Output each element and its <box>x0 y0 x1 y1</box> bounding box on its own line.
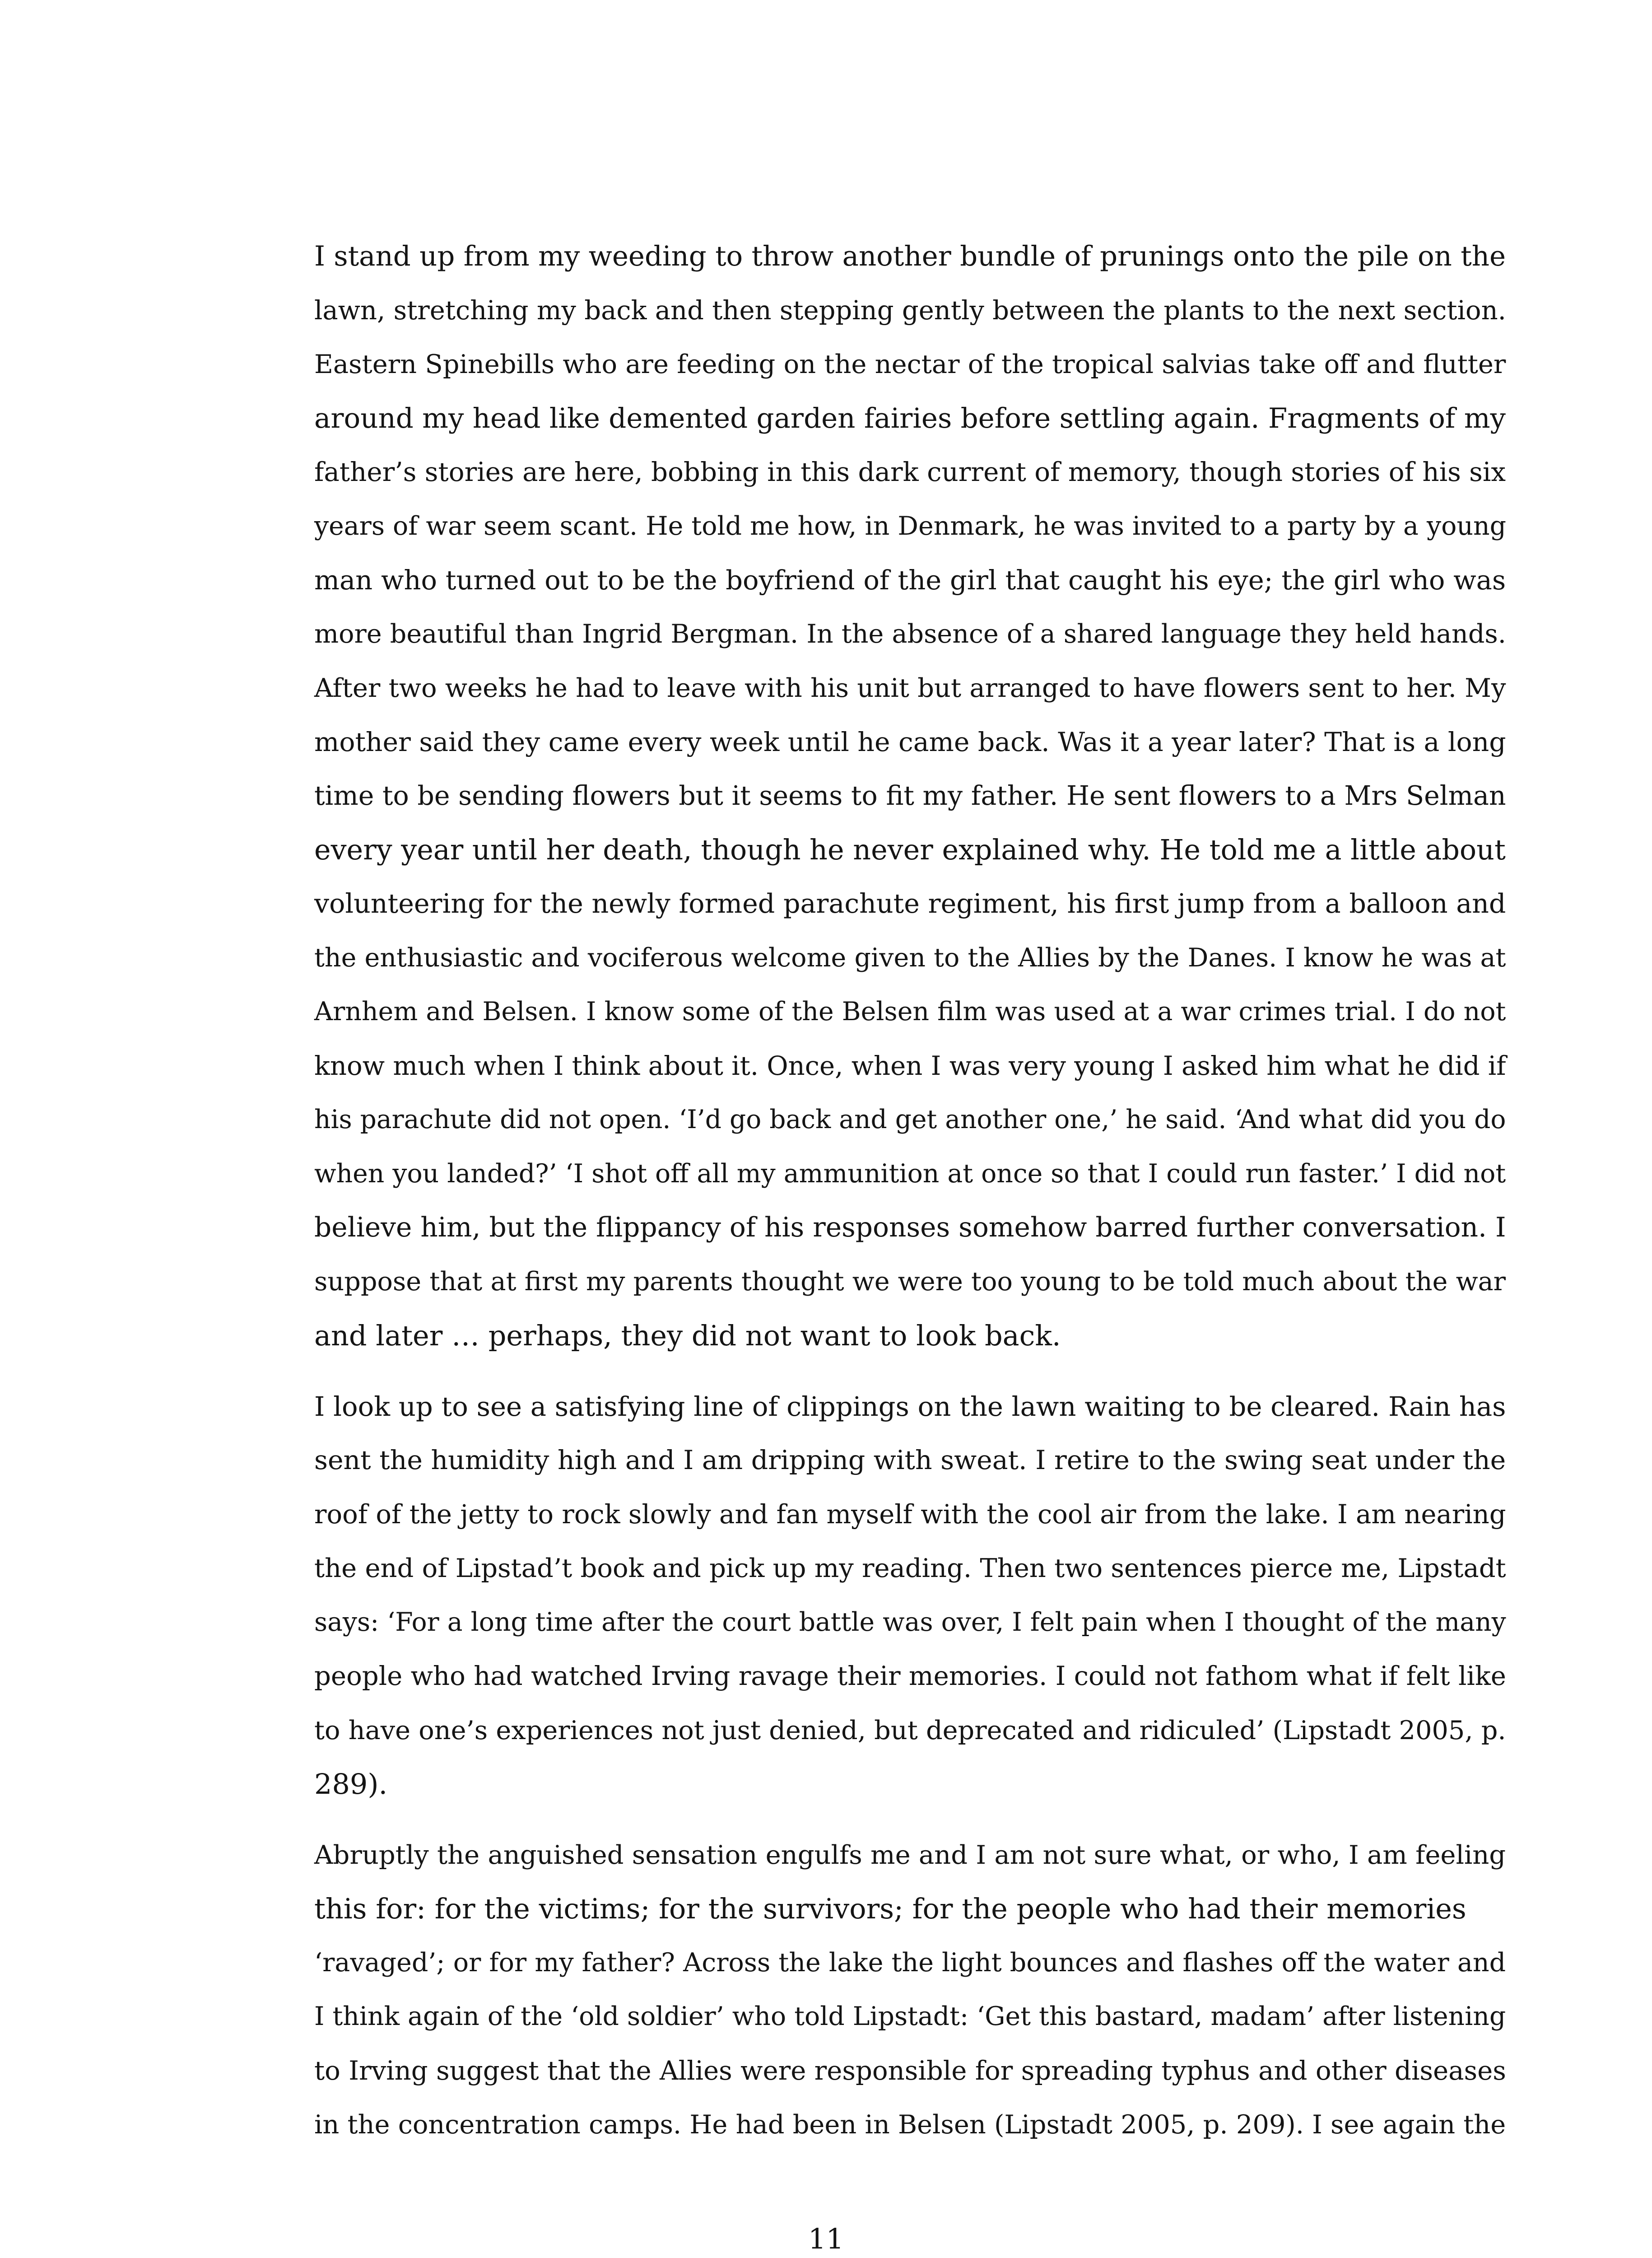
text-line: people who had watched Irving ravage their memories. I could not fathom what if felt like <box>314 1661 1506 1691</box>
text-line: every year until her death, though he never explained why. He told me a little about <box>314 833 1506 866</box>
text-line: Eastern Spinebills who are feeding on the nectar of the tropical salvias take off and flutter <box>314 349 1506 379</box>
text-line: I stand up from my weeding to throw another bundle of prunings onto the pile on the <box>314 240 1506 272</box>
text-line: to have one’s experiences not just denied, but deprecated and ridiculed’ (Lipstadt 2005, p. <box>314 1715 1506 1745</box>
text-line: believe him, but the flippancy of his responses somehow barred further conversation. I <box>314 1212 1506 1243</box>
text-line: Abruptly the anguished sensation engulfs me and I am not sure what, or who, I am feeling <box>314 1839 1506 1870</box>
text-line: volunteering for the newly formed parachute regiment, his first jump from a balloon and <box>314 888 1506 919</box>
text-line: the end of Lipstad’t book and pick up my reading. Then two sentences pierce me, Lipstadt <box>314 1553 1506 1583</box>
text-line: I look up to see a satisfying line of clippings on the lawn waiting to be cleared. Rain has <box>314 1390 1506 1422</box>
body-text <box>314 229 1506 2152</box>
text-line: father’s stories are here, bobbing in this dark current of memory, though stories of his six <box>314 457 1506 487</box>
text-line: the enthusiastic and vociferous welcome given to the Allies by the Danes. I know he was at <box>314 942 1506 973</box>
text-line: 289). <box>314 1768 388 1801</box>
text-line: know much when I think about it. Once, when I was very young I asked him what he did if <box>314 1050 1506 1081</box>
text-line: years of war seem scant. He told me how, in Denmark, he was invited to a party by a young <box>314 511 1506 541</box>
text-line: time to be sending flowers but it seems to fit my father. He sent flowers to a Mrs Selman <box>314 780 1506 811</box>
text-line: mother said they came every week until he came back. Was it a year later? That is a long <box>314 726 1506 757</box>
text-line: After two weeks he had to leave with his unit but arranged to have flowers sent to her. My <box>314 673 1506 703</box>
text-line: to Irving suggest that the Allies were responsible for spreading typhus and other diseases <box>314 2055 1506 2086</box>
text-line: lawn, stretching my back and then stepping gently between the plants to the next section. <box>314 295 1506 326</box>
text-line: more beautiful than Ingrid Bergman. In the absence of a shared language they held hands. <box>314 619 1506 649</box>
text-line: around my head like demented garden fairies before settling again. Fragments of my <box>314 402 1506 434</box>
page-number: 11 <box>808 2222 844 2255</box>
text-line: roof of the jetty to rock slowly and fan myself with the cool air from the lake. I am nearing <box>314 1499 1506 1530</box>
text-line: says: ‘For a long time after the court battle was over, I felt pain when I thought of the many <box>314 1607 1506 1637</box>
text-line: sent the humidity high and I am dripping with sweat. I retire to the swing seat under the <box>314 1445 1506 1475</box>
text-line: his parachute did not open. ‘I’d go back and get another one,’ he said. ‘And what did you do <box>314 1105 1506 1134</box>
text-line: in the concentration camps. He had been in Belsen (Lipstadt 2005, p. 209). I see again the <box>314 2109 1506 2140</box>
text-line: man who turned out to be the boyfriend of the girl that caught his eye; the girl who was <box>314 564 1506 596</box>
paragraph-3 <box>314 1828 1506 2152</box>
text-line: this for: for the victims; for the survivors; for the people who had their memories <box>314 1892 1466 1925</box>
paragraph-2 <box>314 1380 1506 1811</box>
paragraph-1 <box>314 229 1506 1363</box>
text-line: suppose that at first my parents thought we were too young to be told much about the war <box>314 1266 1506 1297</box>
text-line: ‘ravaged’; or for my father? Across the lake the light bounces and flashes off the water and <box>314 1947 1506 1978</box>
text-line: when you landed?’ ‘I shot off all my ammunition at once so that I could run faster.’ I did not <box>314 1158 1506 1189</box>
text-line: and later … perhaps, they did not want to look back. <box>314 1319 1061 1352</box>
text-line: Arnhem and Belsen. I know some of the Belsen film was used at a war crimes trial. I do not <box>314 997 1506 1026</box>
text-line: I think again of the ‘old soldier’ who told Lipstadt: ‘Get this bastard, madam’ after listening <box>314 2001 1506 2031</box>
